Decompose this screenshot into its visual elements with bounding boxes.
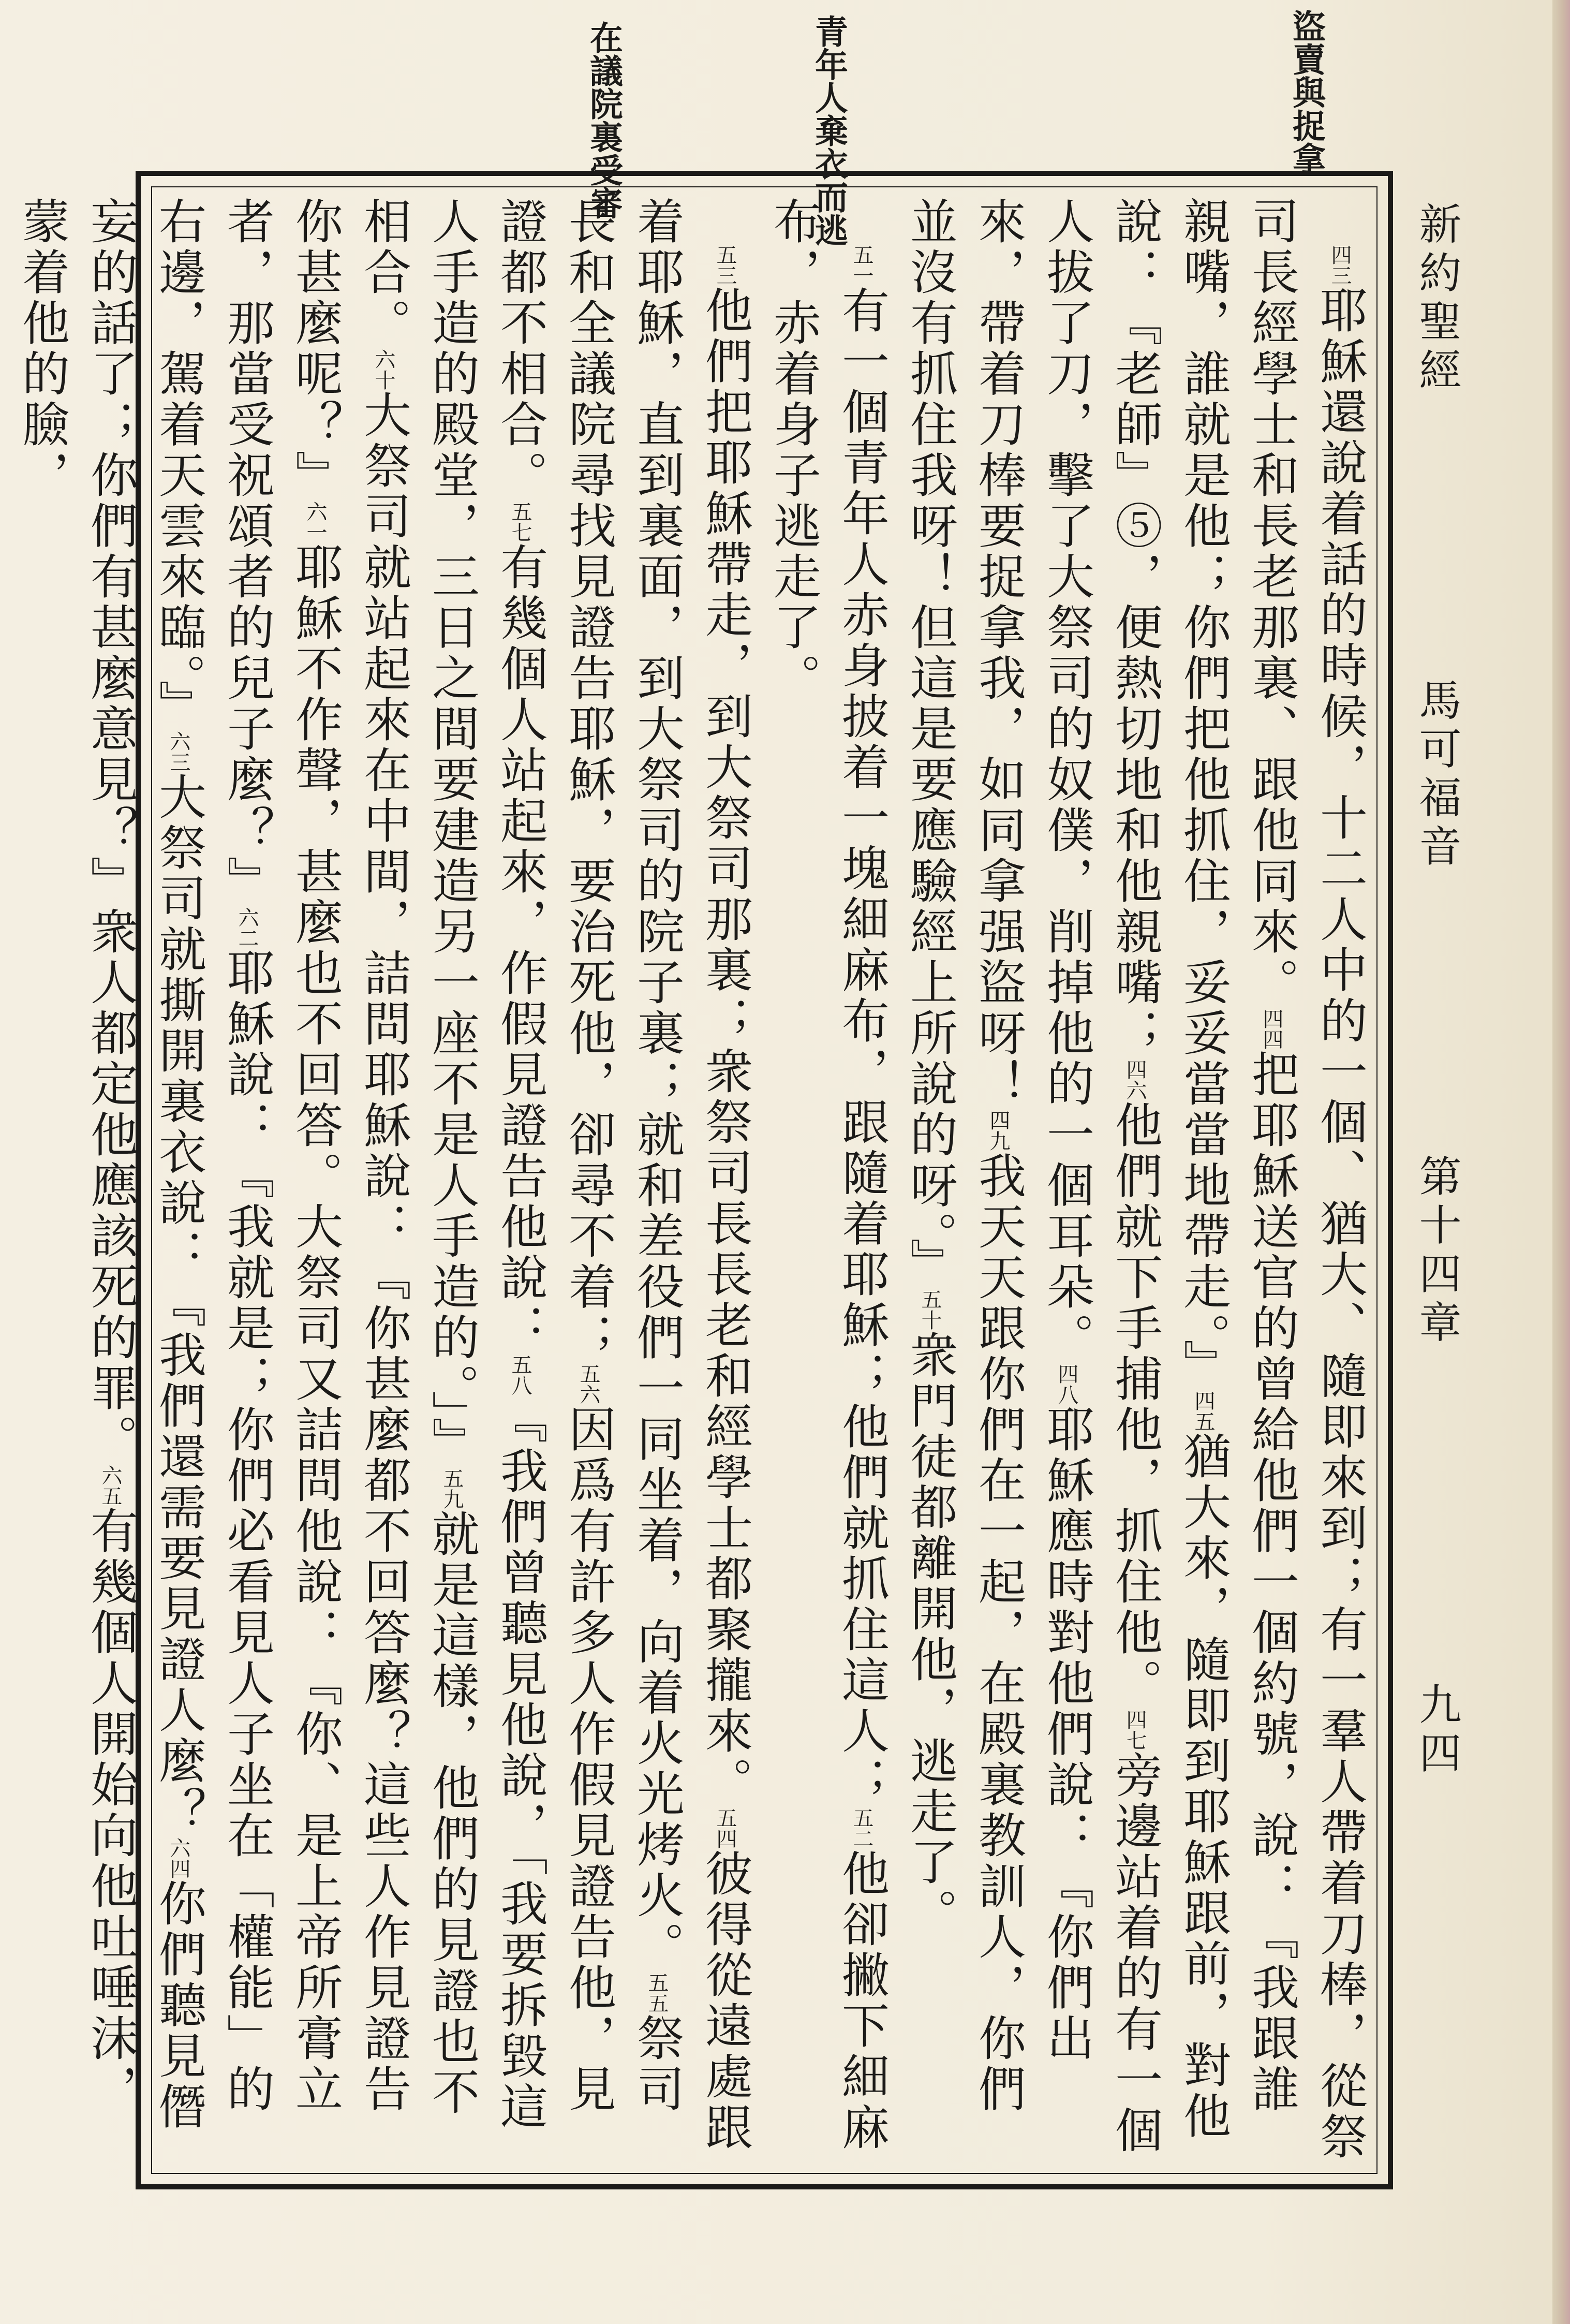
verse-number: 五九 <box>440 1468 464 1509</box>
verse-text: 耶穌不作聲，甚麼也不回答。大祭司又詰問他說：『你、是上帝所膏立者，那當受祝頌者的兒子麼？』 <box>219 197 343 2115</box>
verse-number: 五一 <box>850 244 873 286</box>
verse-number: 六四 <box>167 1837 190 1879</box>
verse-text: 有幾個人開始向他吐唾沫，蒙着他的臉， <box>14 197 138 2115</box>
verse-text: 耶穌應時對他們說：『你們出來，帶着刀棒要捉拿我，如同拿强盜呀！ <box>971 197 1094 2064</box>
chapter-heading: 第十四章 <box>1412 1154 1461 1349</box>
verse-text: 有一個青年人赤身披着一塊細麻布，跟隨着耶穌；他們就抓住這人； <box>834 286 890 1807</box>
verse-text: 你們聽見僭妄的話了；你們有甚麼意見？』衆人都定他應該死的罪。 <box>83 197 206 2132</box>
verse-number: 五二 <box>850 1807 873 1849</box>
page-edge <box>1552 0 1570 2324</box>
verse-text: 大祭司就撕開裏衣說：『我們還需要見證人麼？ <box>151 772 206 1837</box>
page-number: 九四 <box>1412 1682 1461 1779</box>
verse-text: 耶穌說：『我就是；你們必看見人子坐在「權能」的右邊，駕着天雲來臨。』 <box>151 197 275 2115</box>
side-note-betrayal: 盜賣與捉拿 <box>1287 9 1326 175</box>
verse-text: 祭司長和全議院尋找見證告耶穌，要治死他，卻尋不着； <box>561 197 685 2115</box>
verse-number: 四四 <box>1260 1008 1283 1050</box>
verse-number: 六一 <box>303 501 327 542</box>
verse-text: 他們把耶穌帶走，到大祭司那裏；衆祭司長長老和經學士都聚攏來。 <box>698 286 753 1807</box>
verse-number: 五八 <box>508 1354 532 1395</box>
verse-number: 五六 <box>576 1363 600 1405</box>
verse-text: 有幾個人站起來，作假見證告他說： <box>493 542 548 1354</box>
verse-number: 四九 <box>986 1110 1010 1151</box>
verse-number: 六二 <box>235 907 259 948</box>
gospel-name: 馬可福音 <box>1412 678 1461 873</box>
verse-number: 五五 <box>645 1972 669 2013</box>
verse-text: 猶大來，隨即到耶穌跟前，對他說：『老師』⑤，便熱切地和他親嘴； <box>1107 197 1231 2142</box>
verse-text: 大祭司就站起來在中間，詰問耶穌說：『你甚麼都不回答麼？這些人作見證告你甚麼呢？』 <box>288 197 411 2115</box>
verse-text: 耶穌還說着話的時候，十二人中的一個、猶大、隨即來到；有一羣人帶着刀棒，從祭司長經學士和長老那裏、跟他同來。 <box>1244 197 1368 2163</box>
verse-text: 因爲有許多人作假見證告他，見證都不相合。 <box>493 197 616 2115</box>
scripture-body <box>14 197 1374 2164</box>
verse-number: 四六 <box>1123 1059 1147 1100</box>
verse-text: 衆門徒都離開他，逃走了。 <box>902 1330 958 1939</box>
verse-number: 四八 <box>1055 1363 1078 1405</box>
side-note-young-man: 青年人棄衣而逃 <box>809 14 848 246</box>
paragraph <box>759 197 896 2164</box>
side-note-trial: 在議院裏受審 <box>584 21 623 219</box>
verse-text: 我天天跟你們在一起，在殿裏教訓人，你們並沒有抓住我呀！但這是要應驗經上所說的呀。』 <box>902 197 1026 2115</box>
verse-number: 五十 <box>918 1289 942 1330</box>
paragraph <box>896 197 1374 2164</box>
paragraph <box>8 197 759 2164</box>
verse-number: 五三 <box>713 244 737 286</box>
verse-number: 四五 <box>1191 1390 1215 1432</box>
book-title: 新約聖經 <box>1412 202 1461 396</box>
verse-text: 把耶穌送官的曾給他們一個約號，說：『我跟誰親嘴，誰就是他；你們把他抓住，妥妥當當地帶走。』 <box>1176 197 1299 2115</box>
verse-number: 五四 <box>713 1807 737 1849</box>
verse-number: 四三 <box>1328 244 1352 286</box>
verse-number: 六三 <box>167 731 190 772</box>
verse-number: 六五 <box>98 1465 122 1506</box>
verse-text: 他卻撇下細麻布，赤着身子逃走了。 <box>766 197 890 2153</box>
verse-text: 就是這樣，他們的見證也不相合。 <box>356 197 480 2118</box>
verse-text: 『我們曾聽見他說，「我要拆毀這人手造的殿堂，三日之間要建造另一座不是人手造的。」』 <box>424 197 548 2132</box>
verse-number: 六十 <box>372 349 395 390</box>
verse-text: 他們就下手捕他，抓住他。 <box>1107 1100 1163 1709</box>
verse-text: 旁邊站着的有一個人拔了刀，擊了大祭司的奴僕，削掉他的一個耳朵。 <box>1039 197 1163 2156</box>
verse-number: 五七 <box>508 501 532 542</box>
verse-number: 四七 <box>1123 1709 1147 1751</box>
verse-text: 彼得從遠處跟着耶穌，直到裏面，到大祭司的院子裏；就和差役們一同坐着，向着火光烤火。 <box>629 197 753 2153</box>
